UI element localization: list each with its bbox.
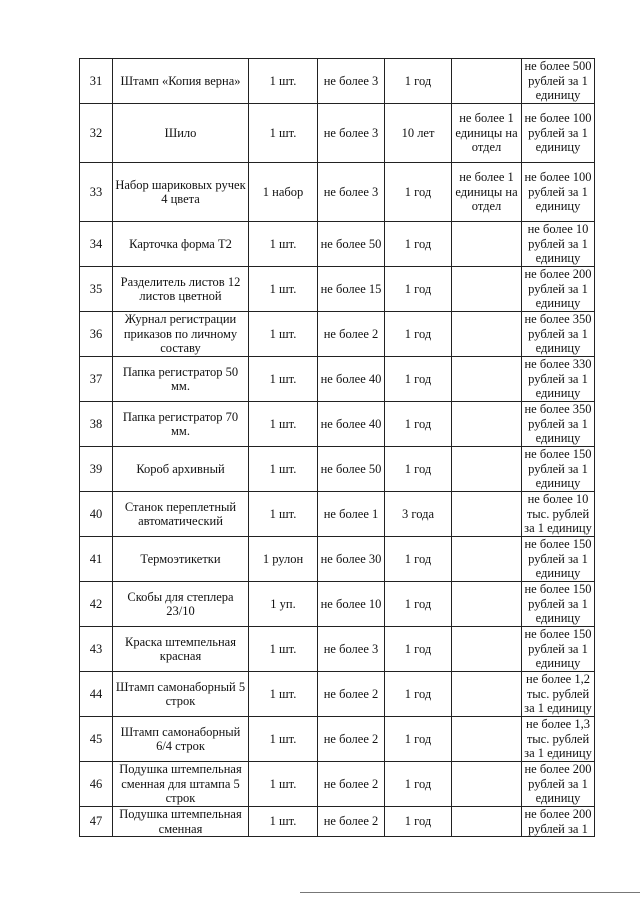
item-price: не более 330 рублей за 1 единицу [522,357,595,402]
item-limit [452,357,522,402]
item-term: 1 год [385,672,452,717]
item-quantity: не более 2 [318,762,385,807]
item-term: 1 год [385,447,452,492]
table-row [80,492,595,537]
item-price: не более 150 рублей за 1 единицу [522,447,595,492]
item-limit [452,807,522,837]
row-number: 41 [80,537,113,582]
item-term: 1 год [385,312,452,357]
item-name: Скобы для степлера 23/10 [113,582,249,627]
item-quantity: не более 2 [318,717,385,762]
row-number: 38 [80,402,113,447]
row-number: 43 [80,627,113,672]
item-price: не более 200 рублей за 1 единицу [522,267,595,312]
item-unit: 1 шт. [249,402,318,447]
item-unit: 1 шт. [249,807,318,837]
item-quantity: не более 10 [318,582,385,627]
item-limit [452,582,522,627]
item-quantity: не более 2 [318,672,385,717]
row-number: 36 [80,312,113,357]
item-limit [452,222,522,267]
item-term: 1 год [385,537,452,582]
item-quantity: не более 2 [318,312,385,357]
item-unit: 1 шт. [249,59,318,104]
item-name: Краска штемпельная красная [113,627,249,672]
item-name: Набор шариковых ручек 4 цвета [113,163,249,222]
item-limit [452,402,522,447]
item-unit: 1 шт. [249,447,318,492]
item-quantity: не более 3 [318,59,385,104]
item-name: Штамп самонаборный 6/4 строк [113,717,249,762]
row-number: 39 [80,447,113,492]
norms-table-body [80,59,595,837]
item-name: Журнал регистрации приказов по личному составу [113,312,249,357]
table-row [80,672,595,717]
row-number: 33 [80,163,113,222]
item-term: 1 год [385,163,452,222]
item-limit [452,762,522,807]
item-unit: 1 шт. [249,672,318,717]
item-limit: не более 1 единицы на отдел [452,104,522,163]
norms-table [79,58,595,837]
item-unit: 1 шт. [249,312,318,357]
item-unit: 1 шт. [249,104,318,163]
item-quantity: не более 50 [318,447,385,492]
item-quantity: не более 3 [318,104,385,163]
item-price: не более 1,3 тыс. рублей за 1 единицу [522,717,595,762]
item-price: не более 350 рублей за 1 единицу [522,402,595,447]
item-unit: 1 набор [249,163,318,222]
item-limit [452,717,522,762]
item-quantity: не более 2 [318,807,385,837]
item-name: Шило [113,104,249,163]
row-number: 46 [80,762,113,807]
table-row [80,222,595,267]
table-row [80,807,595,837]
item-term: 10 лет [385,104,452,163]
item-name: Подушка штемпельная сменная [113,807,249,837]
table-row [80,402,595,447]
row-number: 35 [80,267,113,312]
item-term: 1 год [385,59,452,104]
item-term: 1 год [385,717,452,762]
item-price: не более 150 рублей за 1 единицу [522,537,595,582]
item-name: Станок переплетный автоматический [113,492,249,537]
table-row [80,447,595,492]
item-quantity: не более 1 [318,492,385,537]
item-term: 1 год [385,807,452,837]
item-price: не более 1,2 тыс. рублей за 1 единицу [522,672,595,717]
item-name: Подушка штемпельная сменная для штампа 5 строк [113,762,249,807]
item-price: не более 200 рублей за 1 единицу [522,762,595,807]
item-unit: 1 шт. [249,357,318,402]
table-row [80,717,595,762]
row-number: 34 [80,222,113,267]
item-name: Термоэтикетки [113,537,249,582]
item-term: 3 года [385,492,452,537]
item-name: Разделитель листов 12 листов цветной [113,267,249,312]
item-term: 1 год [385,267,452,312]
row-number: 31 [80,59,113,104]
row-number: 32 [80,104,113,163]
item-term: 1 год [385,762,452,807]
item-unit: 1 шт. [249,222,318,267]
item-limit [452,492,522,537]
item-unit: 1 шт. [249,762,318,807]
item-unit: 1 шт. [249,717,318,762]
item-limit [452,312,522,357]
row-number: 42 [80,582,113,627]
item-term: 1 год [385,627,452,672]
item-price: не более 150 рублей за 1 единицу [522,627,595,672]
item-price: не более 100 рублей за 1 единицу [522,104,595,163]
item-quantity: не более 3 [318,627,385,672]
item-unit: 1 шт. [249,267,318,312]
row-number: 44 [80,672,113,717]
item-limit [452,267,522,312]
row-number: 45 [80,717,113,762]
item-price: не более 350 рублей за 1 единицу [522,312,595,357]
item-name: Короб архивный [113,447,249,492]
item-limit [452,627,522,672]
row-number: 47 [80,807,113,837]
table-row [80,537,595,582]
item-unit: 1 рулон [249,537,318,582]
item-unit: 1 шт. [249,492,318,537]
item-limit: не более 1 единицы на отдел [452,163,522,222]
item-term: 1 год [385,402,452,447]
item-unit: 1 шт. [249,627,318,672]
item-name: Карточка форма Т2 [113,222,249,267]
item-quantity: не более 3 [318,163,385,222]
table-row [80,762,595,807]
item-name: Папка регистратор 70 мм. [113,402,249,447]
item-name: Штамп «Копия верна» [113,59,249,104]
item-price: не более 10 тыс. рублей за 1 единицу [522,492,595,537]
table-row [80,59,595,104]
item-price: не более 10 рублей за 1 единицу [522,222,595,267]
table-row [80,582,595,627]
item-name: Папка регистратор 50 мм. [113,357,249,402]
item-price: не более 500 рублей за 1 единицу [522,59,595,104]
table-row [80,104,595,163]
table-row [80,312,595,357]
item-limit [452,59,522,104]
item-price: не более 150 рублей за 1 единицу [522,582,595,627]
table-row [80,267,595,312]
item-quantity: не более 15 [318,267,385,312]
item-term: 1 год [385,222,452,267]
table-row [80,627,595,672]
item-term: 1 год [385,357,452,402]
item-limit [452,672,522,717]
item-quantity: не более 40 [318,402,385,447]
row-number: 40 [80,492,113,537]
item-quantity: не более 40 [318,357,385,402]
table-row [80,357,595,402]
item-price: не более 100 рублей за 1 единицу [522,163,595,222]
item-quantity: не более 50 [318,222,385,267]
scan-edge-line [300,892,640,893]
item-limit [452,447,522,492]
row-number: 37 [80,357,113,402]
table-row [80,163,595,222]
item-name: Штамп самонаборный 5 строк [113,672,249,717]
item-quantity: не более 30 [318,537,385,582]
item-limit [452,537,522,582]
item-unit: 1 уп. [249,582,318,627]
item-term: 1 год [385,582,452,627]
item-price: не более 200 рублей за 1 [522,807,595,837]
